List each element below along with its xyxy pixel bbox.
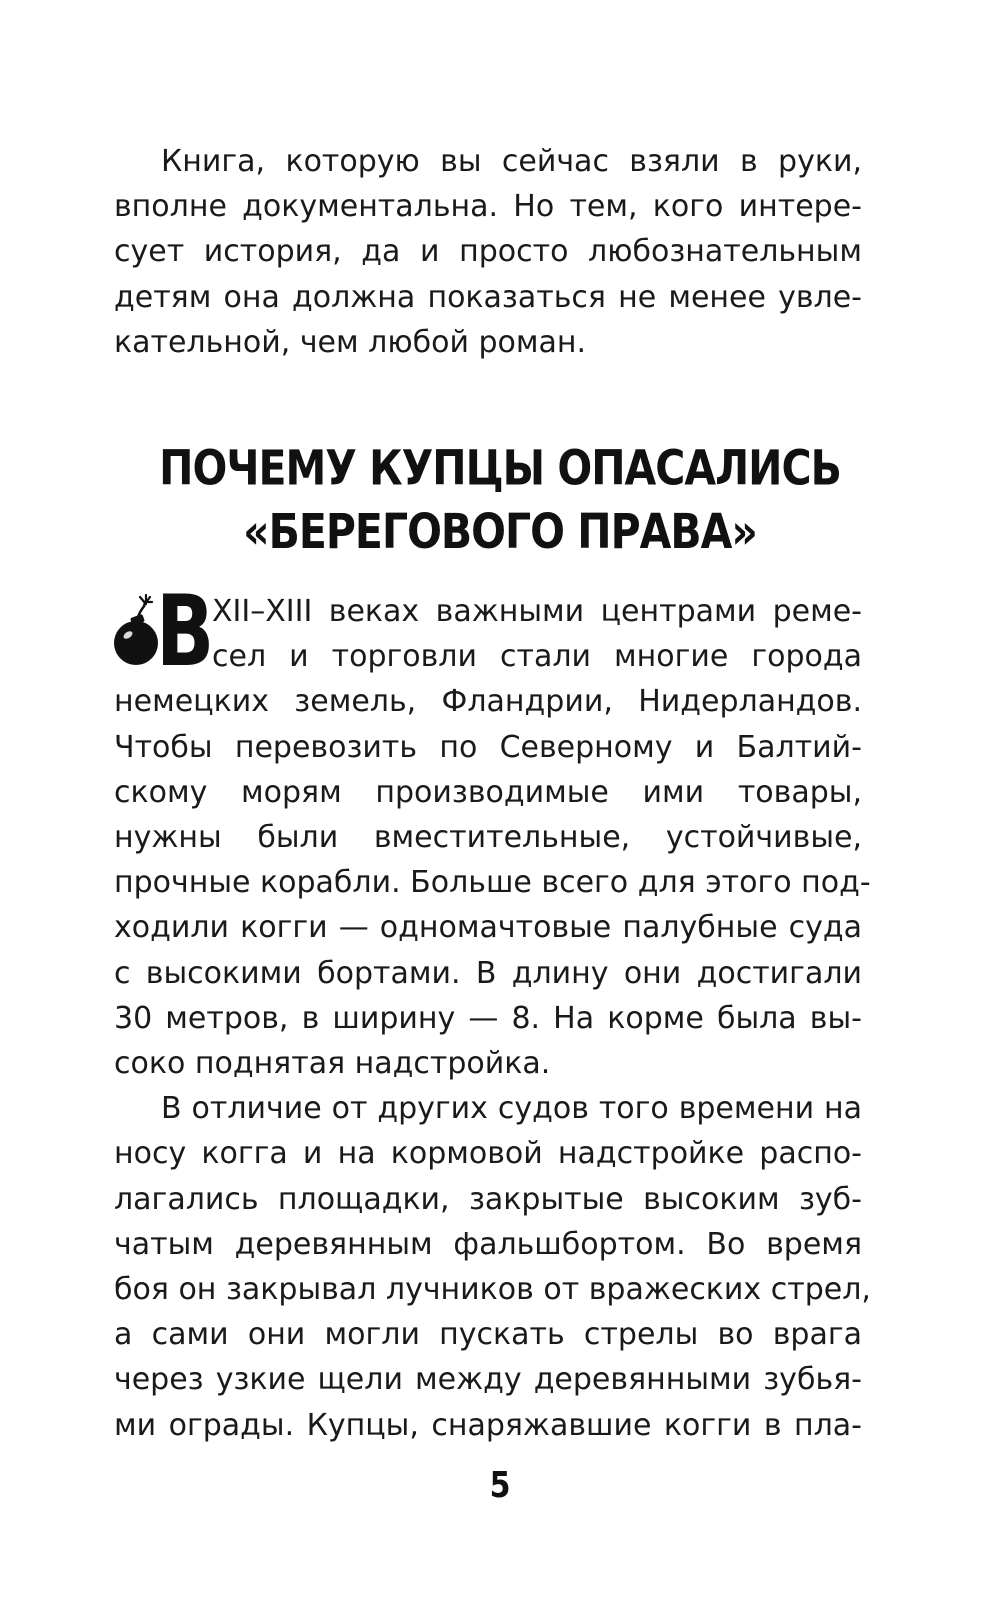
- intro-paragraph: [114, 139, 862, 365]
- intro-line: сует история, да и просто любознательным: [114, 234, 862, 270]
- body-line: ми ограды. Купцы, снаряжавшие когги в пла-: [114, 1407, 862, 1443]
- section-heading-line: ПОЧЕМУ КУПЦЫ ОПАСАЛИСЬ: [159, 439, 841, 497]
- body-line: нужны были вместительные, устойчивые,: [114, 820, 862, 856]
- section-heading: [0, 436, 1000, 563]
- body-line: лагались площадки, закрытые высоким зуб-: [114, 1181, 862, 1217]
- body-line: соко поднятая надстройка.: [114, 1046, 551, 1082]
- intro-line: детям она должна показаться не менее увле-: [114, 279, 862, 315]
- page-number: 5: [489, 1464, 511, 1507]
- intro-line: вполне документальна. Но тем, кого интере-: [114, 189, 862, 225]
- drop-cap-line: сел и торговли стали многие города: [212, 639, 862, 675]
- body-line: ходили когги — одномачтовые палубные суда: [114, 910, 862, 946]
- body-line: немецких земель, Фландрии, Нидерландов.: [114, 684, 862, 720]
- body-line: скому морям производимые ими товары,: [114, 774, 862, 810]
- body-line: а сами они могли пускать стрелы во врага: [114, 1317, 862, 1353]
- section-body: [114, 589, 871, 1448]
- body-line: чатым деревянным фальшбортом. Во время: [114, 1226, 862, 1262]
- body-line: носу когга и на кормовой надстройке распо-: [114, 1136, 862, 1172]
- body-line: боя он закрывал лучников от вражеских стрел,: [114, 1272, 871, 1308]
- intro-line: кательной, чем любой роман.: [114, 324, 587, 360]
- body-line: Чтобы перевозить по Северному и Балтий-: [114, 729, 862, 765]
- body-line: 30 метров, в ширину — 8. На корме была вы-: [114, 1000, 862, 1036]
- body-line: с высокими бортами. В длину они достигали: [114, 955, 862, 991]
- drop-cap-line: XII–XIII веках важными центрами реме-: [212, 594, 862, 629]
- section-heading-line: «БЕРЕГОВОГО ПРАВА»: [243, 503, 757, 560]
- body-line: через узкие щели между деревянными зубья-: [114, 1362, 862, 1398]
- drop-cap-letter: В: [156, 575, 215, 689]
- body-line: прочные корабли. Больше всего для этого под-: [114, 865, 871, 901]
- intro-line: Книга, которую вы сейчас взяли в руки,: [161, 144, 862, 179]
- body-line: В отличие от других судов того времени на: [161, 1091, 862, 1127]
